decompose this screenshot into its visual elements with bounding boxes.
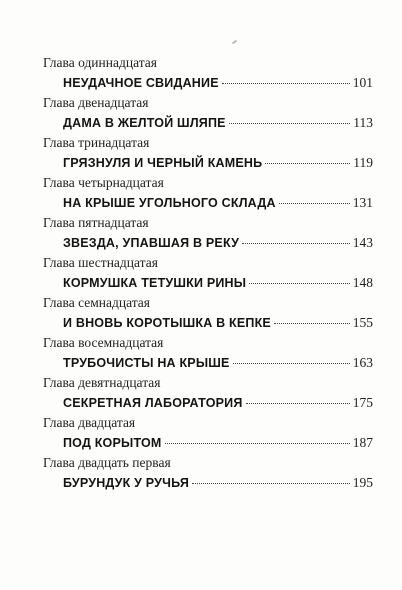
dot-leader [265, 163, 350, 164]
toc-line [63, 194, 373, 212]
page-number: 155 [352, 315, 373, 330]
toc-entry [43, 215, 373, 255]
dot-leader [222, 83, 350, 84]
page-number: 119 [353, 155, 373, 170]
toc-line [63, 394, 373, 412]
toc-line [63, 314, 373, 332]
chapter-number: Глава семнадцатая [43, 295, 150, 310]
chapter-number: Глава шестнадцатая [43, 255, 158, 270]
toc-line [63, 234, 373, 252]
chapter-title: И ВНОВЬ КОРОТЫШКА В КЕПКЕ [63, 316, 271, 330]
chapter-number: Глава двадцать первая [43, 455, 171, 470]
toc-line [63, 74, 373, 92]
chapter-title: ЗВЕЗДА, УПАВШАЯ В РЕКУ [63, 236, 240, 250]
page-number: 148 [352, 275, 373, 290]
dot-leader [229, 123, 351, 124]
dot-leader [279, 203, 350, 204]
toc-line [63, 114, 373, 132]
chapter-title: БУРУНДУК У РУЧЬЯ [63, 476, 190, 490]
toc-entry [43, 255, 373, 295]
page-number: 131 [352, 195, 373, 210]
toc-entry [43, 375, 373, 415]
page-number: 163 [352, 355, 373, 370]
dot-leader [233, 363, 350, 364]
chapter-number: Глава восемнадцатая [43, 335, 164, 350]
toc-entry [43, 415, 373, 455]
chapter-title: ПОД КОРЫТОМ [63, 436, 162, 450]
dot-leader [242, 243, 350, 244]
chapter-number: Глава четырнадцатая [43, 175, 164, 190]
chapter-title: КОРМУШКА ТЕТУШКИ РИНЫ [63, 276, 247, 290]
dot-leader [192, 483, 350, 484]
page-number: 113 [353, 115, 373, 130]
chapter-number: Глава двадцатая [43, 415, 136, 430]
page-number: 143 [352, 235, 373, 250]
toc-line [63, 274, 373, 292]
chapter-number: Глава одиннадцатая [43, 55, 157, 70]
toc-line [63, 434, 373, 452]
toc-entry [43, 55, 373, 95]
toc-line [63, 154, 373, 172]
stray-mark [232, 40, 237, 45]
chapter-title: НЕУДАЧНОЕ СВИДАНИЕ [63, 76, 219, 90]
dot-leader [165, 443, 350, 444]
toc-entry [43, 135, 373, 175]
chapter-title: СЕКРЕТНАЯ ЛАБОРАТОРИЯ [63, 396, 243, 410]
chapter-number: Глава тринадцатая [43, 135, 150, 150]
chapter-number: Глава девятнадцатая [43, 375, 161, 390]
toc-entry [43, 455, 373, 495]
dot-leader [274, 323, 350, 324]
chapter-title: ТРУБОЧИСТЫ НА КРЫШЕ [63, 356, 230, 370]
toc-line [63, 354, 373, 372]
toc-entry [43, 95, 373, 135]
toc-entry [43, 175, 373, 215]
page-number: 187 [352, 435, 373, 450]
chapter-number: Глава пятнадцатая [43, 215, 149, 230]
toc-entry [43, 335, 373, 375]
chapter-number: Глава двенадцатая [43, 95, 149, 110]
chapter-title: ДАМА В ЖЕЛТОЙ ШЛЯПЕ [63, 116, 226, 130]
chapter-title: ГРЯЗНУЛЯ И ЧЕРНЫЙ КАМЕНЬ [63, 156, 263, 170]
dot-leader [246, 403, 350, 404]
chapter-title: НА КРЫШЕ УГОЛЬНОГО СКЛАДА [63, 196, 276, 210]
page-number: 175 [352, 395, 373, 410]
toc-line [63, 474, 373, 492]
page-number: 195 [352, 475, 373, 490]
toc-entry [43, 295, 373, 335]
table-of-contents [43, 55, 373, 495]
page-number: 101 [352, 75, 373, 90]
dot-leader [249, 283, 350, 284]
